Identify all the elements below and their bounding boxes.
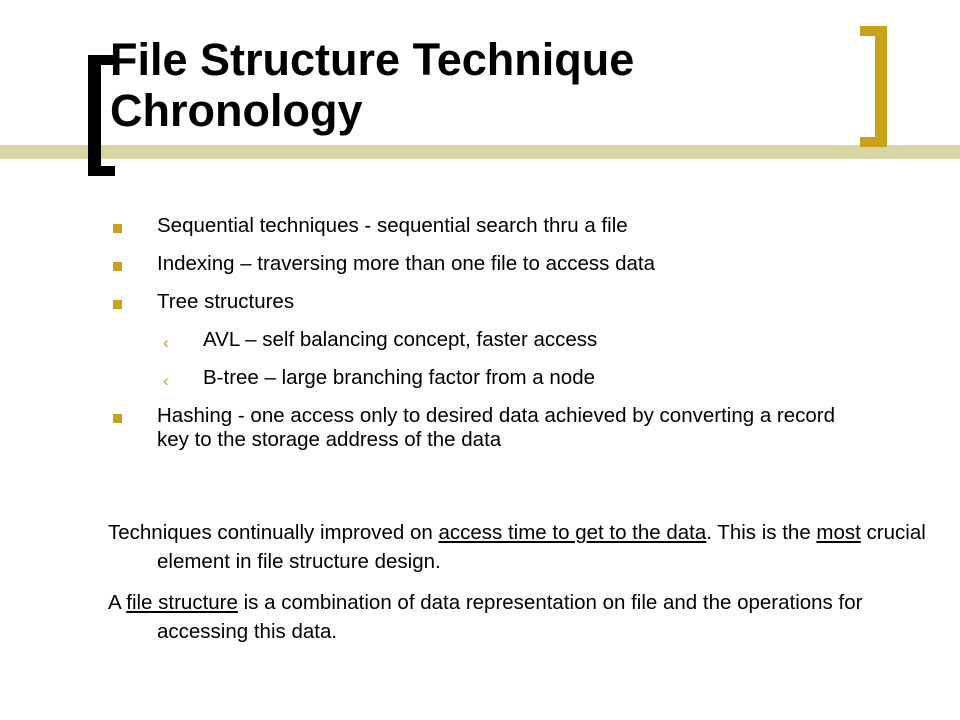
- slide-title: File Structure Technique Chronology: [110, 34, 635, 136]
- bullet-text: Tree structures: [157, 290, 295, 313]
- sub-bullet-avl: [108, 328, 868, 352]
- right-bracket-bottom: [860, 137, 887, 147]
- paragraph-text: is a combination of data representation on file and the operations for accessing this data.: [157, 591, 863, 643]
- bullet-tree-structures: [108, 290, 868, 314]
- sub-bullet-marker-icon: ‹: [163, 333, 169, 352]
- bullet-indexing: [108, 252, 868, 276]
- bullet-text: AVL – self balancing concept, faster access: [203, 328, 598, 351]
- sub-bullet-marker-icon: ‹: [163, 371, 169, 390]
- paragraph-text: Techniques continually improved on: [108, 521, 439, 544]
- paragraph-text: crucial element in file structure design.: [157, 521, 926, 573]
- bullet-sequential: [108, 214, 868, 238]
- underlined-phrase: access time to get to the data: [438, 521, 707, 544]
- bullet-text: B-tree – large branching factor from a node: [203, 366, 595, 389]
- paragraph-access-time: [108, 518, 927, 576]
- bullet-text: Indexing – traversing more than one file to access data: [157, 252, 655, 275]
- bullet-text: Sequential techniques - sequential search thru a file: [157, 214, 628, 237]
- paragraph-text: . This is the: [706, 521, 817, 544]
- sub-bullet-btree: [108, 366, 868, 390]
- underlined-word: most: [816, 521, 861, 544]
- paragraph-file-structure: [108, 588, 927, 646]
- left-bracket-bottom: [88, 166, 115, 176]
- header-band: [0, 145, 960, 159]
- paragraph-text: A: [108, 591, 127, 614]
- right-bracket: [875, 26, 887, 147]
- right-bracket-top: [860, 26, 887, 36]
- bullet-text: Hashing - one access only to desired data achieved by converting a record key to the storage address of the data: [157, 404, 836, 451]
- left-bracket: [88, 55, 101, 176]
- bullet-hashing: [108, 404, 868, 452]
- underlined-phrase: file structure: [126, 591, 238, 614]
- bullet-list: [108, 214, 868, 466]
